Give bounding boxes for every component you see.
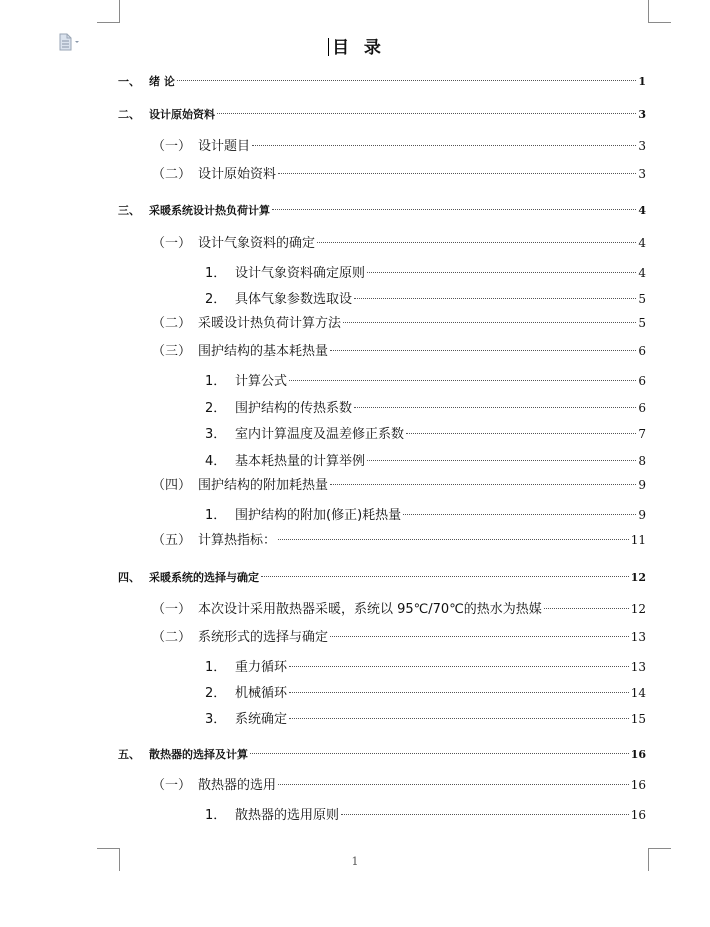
toc-dot-leader: [217, 113, 636, 114]
toc-entry-number: 1．: [205, 374, 227, 389]
toc-dot-leader: [289, 718, 629, 719]
toc-entry-text: 机械循环: [235, 686, 288, 701]
toc-entry[interactable]: [205, 263, 646, 283]
toc-entry-page: 13: [630, 630, 646, 644]
toc-dot-leader: [341, 814, 629, 815]
toc-entry[interactable]: [118, 745, 646, 765]
toc-entry-number: 二、: [118, 108, 140, 121]
toc-entry-text: 绪 论: [149, 75, 175, 88]
toc-entry-number: 三、: [118, 204, 140, 217]
toc-entry[interactable]: [152, 164, 646, 184]
toc-dot-leader: [544, 608, 629, 609]
toc-entry-text: 设计气象资料确定原则: [235, 266, 366, 281]
toc-entry[interactable]: [152, 233, 646, 253]
toc-entry-text: 重力循环: [235, 660, 288, 675]
toc-entry[interactable]: [205, 505, 646, 525]
toc-entry[interactable]: [152, 341, 646, 361]
toc-dot-leader: [177, 80, 637, 81]
toc-entry-number: （一）: [152, 236, 192, 251]
toc-entry[interactable]: [205, 709, 646, 729]
toc-dot-leader: [330, 636, 629, 637]
toc-entry-number: （五）: [152, 533, 192, 548]
toc-entry-page: 16: [630, 808, 646, 822]
toc-dot-leader: [278, 539, 629, 540]
toc-entry-page: 3: [638, 108, 646, 121]
toc-entry-page: 9: [638, 478, 646, 492]
toc-entry-text: 采暖设计热负荷计算方法: [198, 316, 342, 331]
toc-entry-text: 设计题目: [198, 139, 251, 154]
toc-dot-leader: [289, 666, 629, 667]
toc-entry-text: 系统形式的选择与确定: [198, 630, 329, 645]
toc-dot-leader: [317, 242, 636, 243]
toc-entry-number: 四、: [118, 571, 140, 584]
toc-entry-page: 15: [630, 712, 646, 726]
toc-entry-text: 系统确定: [235, 712, 288, 727]
toc-entry-number: 2．: [205, 401, 227, 416]
toc-entry-page: 4: [638, 204, 646, 217]
toc-entry[interactable]: [152, 313, 646, 333]
toc-entry[interactable]: [205, 371, 646, 391]
toc-entry[interactable]: [152, 136, 646, 156]
toc-dot-leader: [250, 753, 629, 754]
toc-dot-leader: [354, 298, 636, 299]
toc-entry-page: 12: [630, 602, 646, 616]
toc-entry[interactable]: [205, 424, 646, 444]
toc-dot-leader: [278, 784, 629, 785]
toc-entry[interactable]: [205, 683, 646, 703]
toc-entry-number: 1．: [205, 508, 227, 523]
toc-entry-text: 计算公式: [235, 374, 288, 389]
toc-entry[interactable]: [205, 805, 646, 825]
toc-entry-page: 5: [638, 292, 646, 306]
toc-entry-number: 2．: [205, 686, 227, 701]
toc-entry-text: 围护结构的传热系数: [235, 401, 353, 416]
toc-entry-page: 16: [630, 748, 646, 761]
toc-dot-leader: [252, 145, 636, 146]
toc-entry-text: 围护结构的附加(修正)耗热量: [235, 508, 402, 523]
toc-entry-text: 采暖系统的选择与确定: [149, 571, 259, 584]
toc-dot-leader: [367, 272, 636, 273]
toc-entry-number: （三）: [152, 344, 192, 359]
toc-entry-text: 设计原始资料: [198, 167, 277, 182]
toc-entry[interactable]: [118, 201, 646, 221]
page-number: 1: [351, 855, 359, 868]
toc-entry-number: （二）: [152, 316, 192, 331]
toc-entry-text: 采暖系统设计热负荷计算: [149, 204, 270, 217]
toc-entry-number: 五、: [118, 748, 140, 761]
toc-entry-number: （二）: [152, 630, 192, 645]
toc-entry[interactable]: [205, 398, 646, 418]
toc-entry-page: 16: [630, 778, 646, 792]
toc-entry-number: 3．: [205, 427, 227, 442]
toc-entry-text: 设计原始资料: [149, 108, 215, 121]
toc-entry-text: 散热器的选用: [198, 778, 277, 793]
toc-entry-page: 4: [638, 266, 646, 280]
toc-dot-leader: [289, 692, 629, 693]
toc-entry-number: 3．: [205, 712, 227, 727]
toc-dot-leader: [354, 407, 636, 408]
toc-dot-leader: [403, 514, 636, 515]
toc-entry-number: 1．: [205, 660, 227, 675]
toc-entry-page: 6: [638, 344, 646, 358]
toc-entry-page: 5: [638, 316, 646, 330]
toc-entry[interactable]: [205, 289, 646, 309]
toc-entry-page: 1: [638, 75, 646, 88]
toc-entry-text: 室内计算温度及温差修正系数: [235, 427, 405, 442]
toc-entry-number: 2．: [205, 292, 227, 307]
toc-entry-page: 8: [638, 454, 646, 468]
toc-entry-page: 3: [638, 139, 646, 153]
toc-entry-page: 4: [638, 236, 646, 250]
toc-dot-leader: [367, 460, 636, 461]
toc-entry-text: 围护结构的基本耗热量: [198, 344, 329, 359]
toc-entry[interactable]: [152, 475, 646, 495]
toc-entry-text: 具体气象参数选取设: [235, 292, 353, 307]
toc-entry-number: （四）: [152, 478, 192, 493]
toc-entry[interactable]: [152, 530, 646, 550]
toc-entry-page: 13: [630, 660, 646, 674]
toc-entry-page: 12: [630, 571, 646, 584]
toc-dot-leader: [278, 173, 636, 174]
toc-entry-number: 1．: [205, 808, 227, 823]
toc-entry-page: 14: [630, 686, 646, 700]
toc-dot-leader: [261, 576, 629, 577]
toc-entry-text: 散热器的选用原则: [235, 808, 340, 823]
toc-entry[interactable]: [205, 451, 646, 471]
toc-entry[interactable]: [152, 627, 646, 647]
toc-dot-leader: [330, 484, 636, 485]
toc-entry-page: 3: [638, 167, 646, 181]
toc-entry-page: 7: [638, 427, 646, 441]
toc-entry-page: 9: [638, 508, 646, 522]
toc-title-text: 目 录: [332, 38, 382, 58]
toc-entry-number: （一）: [152, 602, 192, 617]
toc-entry-number: （一）: [152, 778, 192, 793]
toc-entry[interactable]: [152, 775, 646, 795]
toc-dot-leader: [406, 433, 636, 434]
toc-entry[interactable]: [152, 599, 646, 619]
toc-dot-leader: [289, 380, 636, 381]
toc-dot-leader: [272, 209, 636, 210]
toc-entry-text: 本次设计采用散热器采暖，系统以 95℃/70℃的热水为热媒: [198, 602, 542, 617]
toc-entry[interactable]: [205, 657, 646, 677]
toc-entry-text: 围护结构的附加耗热量: [198, 478, 329, 493]
toc-entry-number: （二）: [152, 167, 192, 182]
toc-entry-number: 1．: [205, 266, 227, 281]
toc-entry-text: 基本耗热量的计算举例: [235, 454, 366, 469]
toc-entry-page: 6: [638, 374, 646, 388]
toc-entry-number: （一）: [152, 139, 192, 154]
toc-entry-page: 11: [630, 533, 646, 547]
toc-entry-text: 设计气象资料的确定: [198, 236, 316, 251]
toc-entry[interactable]: [118, 105, 646, 125]
toc-dot-leader: [343, 322, 636, 323]
toc-dot-leader: [330, 350, 636, 351]
toc-entry[interactable]: [118, 72, 646, 92]
toc-entry-number: 一、: [118, 75, 140, 88]
toc-entry-text: 计算热指标：: [198, 533, 277, 548]
toc-entry-text: 散热器的选择及计算: [149, 748, 248, 761]
toc-entry-number: 4．: [205, 454, 227, 469]
toc-entry-page: 6: [638, 401, 646, 415]
toc-entry[interactable]: [118, 568, 646, 588]
